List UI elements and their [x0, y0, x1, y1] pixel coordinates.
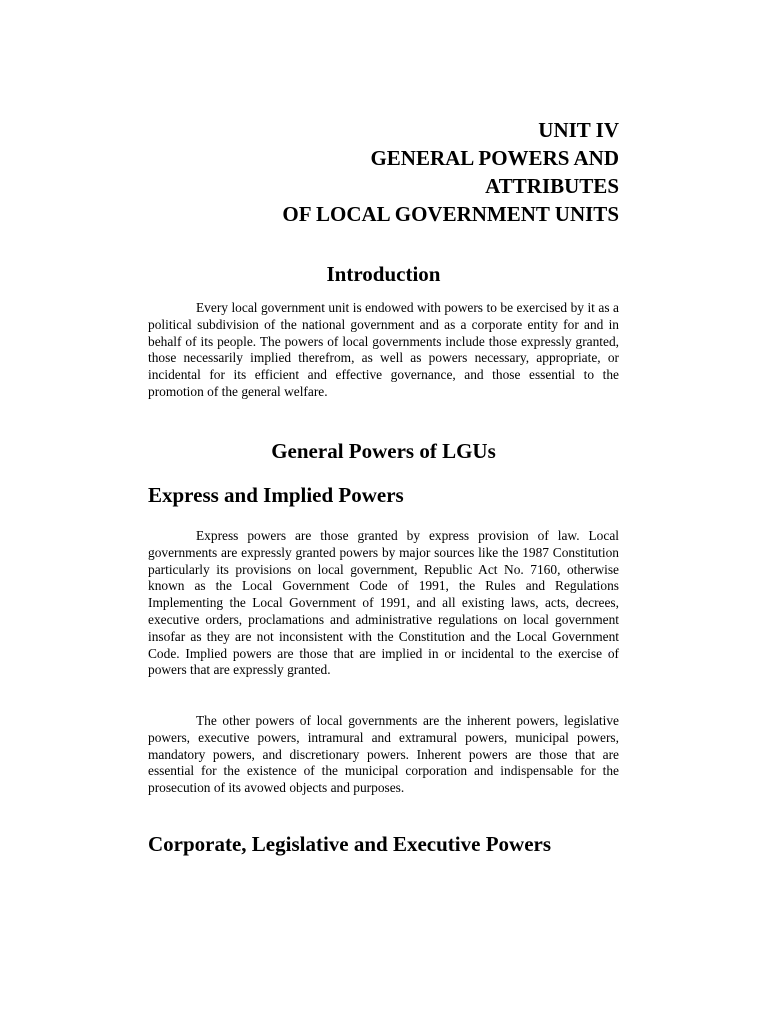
document-page [148, 0, 619, 1024]
unit-title-line-1: UNIT IV [538, 118, 619, 142]
introduction-heading: Introduction [326, 262, 441, 286]
other-powers-paragraph: The other powers of local governments are the inherent powers, legislative powers, executive powers, intramural and extramural powers, municipal powers, mandatory powers, and discretionary powers. Inherent powers are those that are essential for the existence of the municipal corporation and indispensable for the prosecution of its avowed objects and purposes. [148, 713, 619, 796]
unit-title-line-3: ATTRIBUTES [485, 174, 619, 198]
express-implied-heading: Express and Implied Powers [148, 483, 404, 507]
express-powers-paragraph: Express powers are those granted by express provision of law. Local governments are expressly granted powers by major sources like the 1987 Constitution particularly its provisions on local government, Republic Act No. 7160, otherwise known as the Local Government Code of 1991, the Rules and Regulations Implementing the Local Government of 1991, and all existing laws, acts, decrees, executive orders, proclamations and administrative regulations on local government insofar as they are not inconsistent with the Constitution and the Local Government Code. Implied powers are those that are implied in or incidental to the exercise of powers that are expressly granted. [148, 528, 619, 678]
introduction-paragraph: Every local government unit is endowed with powers to be exercised by it as a political subdivision of the national government and as a corporate entity for and in behalf of its people. The powers of local governments include those expressly granted, those necessarily implied therefrom, as well as powers necessary, appropriate, or incidental for its efficient and effective governance, and those essential to the promotion of the general welfare. [148, 300, 619, 399]
unit-title-line-4: OF LOCAL GOVERNMENT UNITS [282, 202, 619, 226]
unit-title [148, 116, 619, 228]
unit-title-line-2: GENERAL POWERS AND [370, 146, 619, 170]
corporate-powers-heading: Corporate, Legislative and Executive Powers [148, 832, 552, 856]
general-powers-heading: General Powers of LGUs [271, 439, 496, 463]
